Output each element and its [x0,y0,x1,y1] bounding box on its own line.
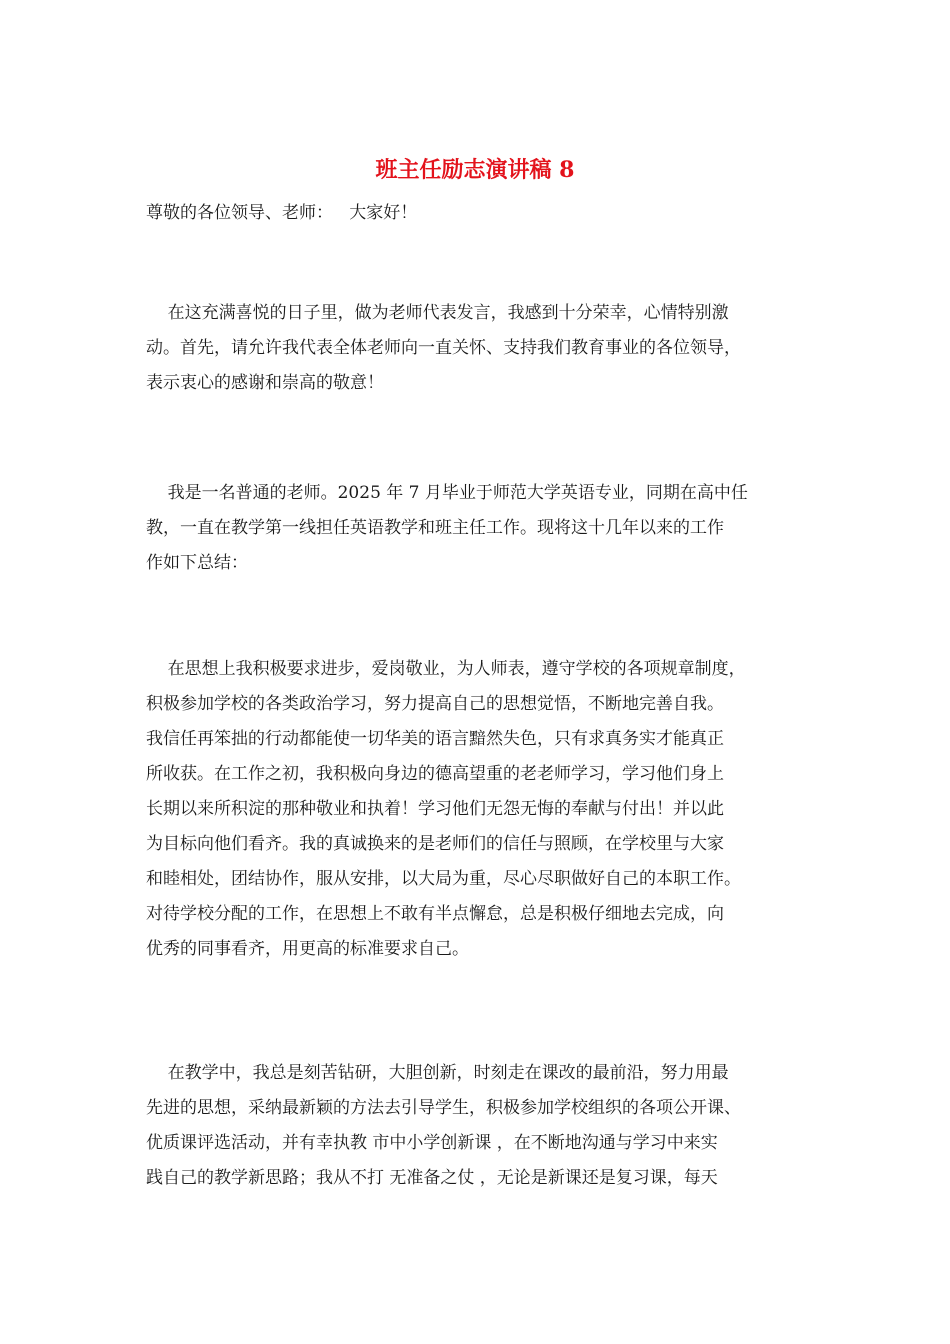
paragraph-line: 在教学中，我总是刻苦钻研，大胆创新，时刻走在课改的最前沿，努力用最 [146,1063,729,1083]
paragraph-line: 我是一名普通的老师。2025 年 7 月毕业于师范大学英语专业，同期在高中任 [146,483,748,503]
paragraph-line: 动。首先，请允许我代表全体老师向一直关怀、支持我们教育事业的各位领导， [146,338,741,358]
paragraph-line: 践自己的教学新思路；我从不打 无准备之仗 ，无论是新课还是复习课，每天 [146,1168,718,1188]
paragraph-line: 积极参加学校的各类政治学习，努力提高自己的思想觉悟，不断地完善自我。 [146,694,724,714]
paragraph-1 [146,296,836,401]
paragraph-line: 为目标向他们看齐。我的真诚换来的是老师们的信任与照顾，在学校里与大家 [146,834,724,854]
paragraph-2 [146,476,836,581]
paragraph-4 [146,1056,836,1196]
paragraph-line: 表示衷心的感谢和崇高的敬意！ [146,373,384,393]
paragraph-line: 优质课评选活动，并有幸执教 市中小学创新课 ，在不断地沟通与学习中来实 [146,1133,718,1153]
paragraph-line: 在这充满喜悦的日子里，做为老师代表发言，我感到十分荣幸，心情特别激 [146,303,729,323]
paragraph-line: 对待学校分配的工作，在思想上不敢有半点懈怠，总是积极仔细地去完成，向 [146,904,724,924]
paragraph-3 [146,652,836,967]
paragraph-line: 长期以来所积淀的那种敬业和执着！学习他们无怨无悔的奉献与付出！并以此 [146,799,724,819]
paragraph-line: 在思想上我积极要求进步，爱岗敬业，为人师表，遵守学校的各项规章制度， [146,659,746,679]
paragraph-line: 先进的思想，采纳最新颖的方法去引导学生，积极参加学校组织的各项公开课、 [146,1098,741,1118]
document-title: 班主任励志演讲稿 8 [375,157,575,183]
paragraph-line: 所收获。在工作之初，我积极向身边的德高望重的老老师学习，学习他们身上 [146,764,724,784]
paragraph-line: 我信任再笨拙的行动都能使一切华美的语言黯然失色，只有求真务实才能真正 [146,729,724,749]
paragraph-line: 和睦相处，团结协作，服从安排，以大局为重，尽心尽职做好自己的本职工作。 [146,869,741,889]
paragraph-line: 教，一直在教学第一线担任英语教学和班主任工作。现将这十几年以来的工作 [146,518,724,538]
greeting-line: 尊敬的各位领导、老师： 大家好！ [146,203,418,223]
paragraph-line: 优秀的同事看齐，用更高的标准要求自己。 [146,939,469,959]
paragraph-line: 作如下总结： [146,553,248,573]
